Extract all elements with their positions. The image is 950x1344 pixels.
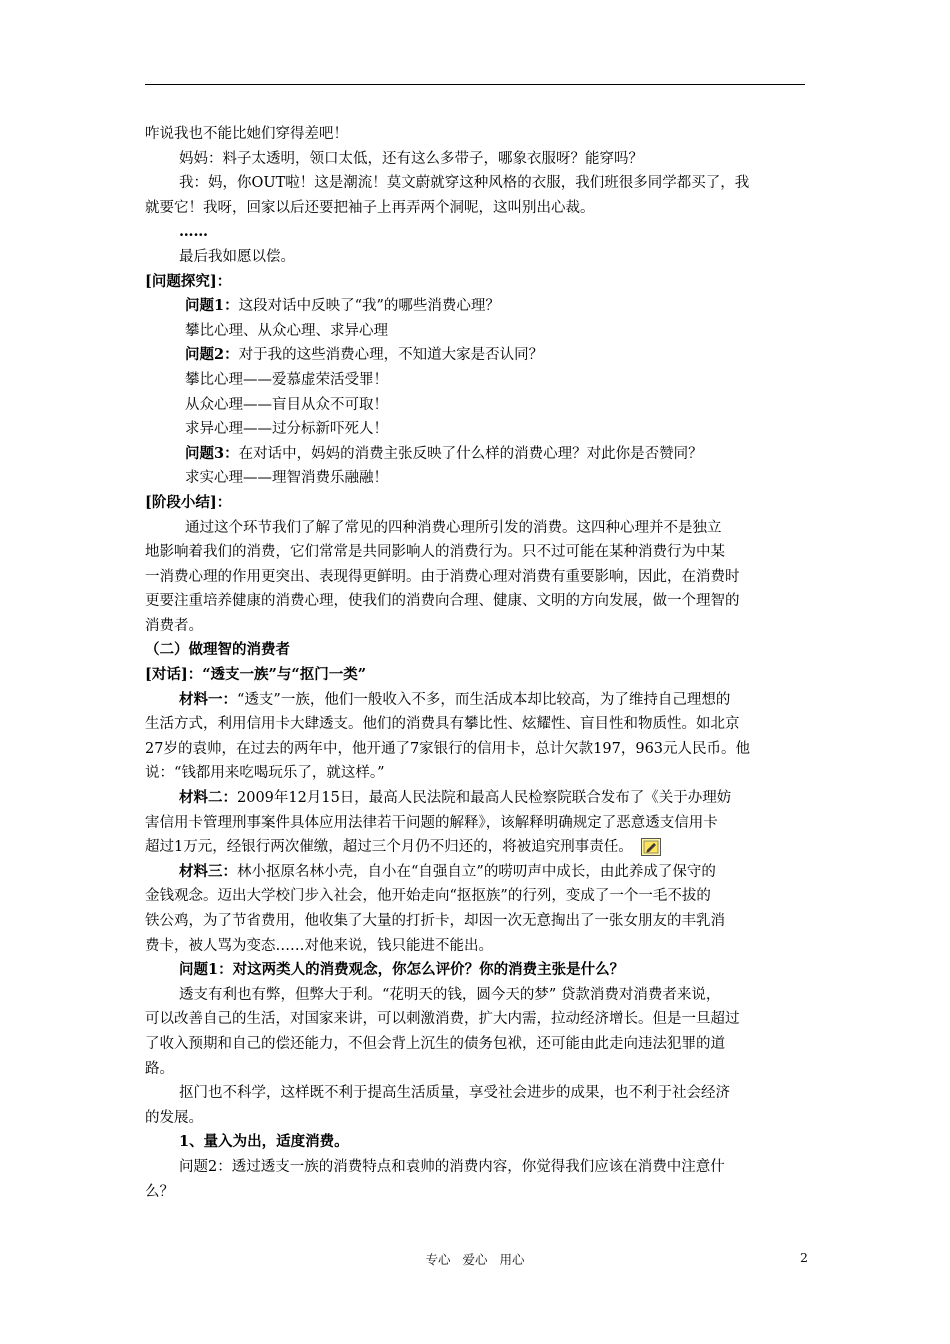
question-bold: 问题1：对这两类人的消费观念，你怎么评价？你的消费主张是什么？ <box>179 961 625 979</box>
header-rule <box>145 84 805 85</box>
question-text: 对于我的这些消费心理，不知道大家是否认同？ <box>238 347 544 364</box>
point-heading: 1、量入为出，适度消费。 <box>179 1133 349 1151</box>
summary-line: 一消费心理的作用更突出、表现得更鲜明。由于消费心理对消费有重要影响，因此，在消费时 <box>145 568 740 585</box>
text-line: 最后我如愿以偿。 <box>179 248 295 265</box>
summary-heading: [阶段小结]： <box>145 493 232 511</box>
text-line: 可以改善自己的生活，对国家来讲，可以刺激消费，扩大内需，拉动经济增长。但是一旦超过 <box>145 1011 740 1028</box>
material-1 <box>145 688 805 713</box>
question-label: 问题3： <box>185 444 239 462</box>
answer-line: 从众心理——盲目从众不可取！ <box>185 396 388 413</box>
text-line: 就要它！我呀，回家以后还要把袖子上再弄两个洞呢，这叫别出心裁。 <box>145 199 595 216</box>
text-line: 说：“钱都用来吃喝玩乐了，就这样。” <box>145 765 385 782</box>
material-text: “透支”一族，他们一般收入不多，而生活成本却比较高，为了维持自己理想的 <box>237 691 731 708</box>
text-line: 铁公鸡，为了节省费用，他收集了大量的打折卡，却因一次无意掏出了一张女朋友的丰乳消 <box>145 913 725 929</box>
question-text: 在对话中，妈妈的消费主张反映了什么样的消费心理？对此你是否赞同？ <box>238 445 703 462</box>
text-line: 的发展。 <box>145 1109 203 1126</box>
answer-line: 攀比心理——爱慕虚荣活受罪！ <box>185 371 388 388</box>
question-3 <box>145 442 805 467</box>
material-text: 林小抠原名林小壳，自小在“自强自立”的唠叨声中成长，由此养成了保守的 <box>237 863 716 880</box>
text-line: 抠门也不科学，这样既不利于提高生活质量，享受社会进步的成果，也不利于社会经济 <box>179 1085 730 1102</box>
text-line-with-note <box>145 835 805 860</box>
summary-line: 地影响着我们的消费，它们常常是共同影响人的消费行为。只不过可能在某种消费行为中某 <box>145 544 725 561</box>
text-line: 了收入预期和自己的偿还能力，不但会背上沉生的债务包袱，还可能由此走向违法犯罪的道 <box>145 1035 725 1052</box>
inquiry-heading: [问题探究]： <box>145 272 232 290</box>
text-line: 透支有利也有弊，但弊大于利。“花明天的钱，圆今天的梦” 贷款消费对消费者来说， <box>179 986 721 1003</box>
ellipsis-line: …… <box>179 223 208 241</box>
document-body <box>145 122 805 1204</box>
question-label: 问题2： <box>185 346 239 364</box>
question-2 <box>145 343 805 368</box>
text-line: 么？ <box>145 1183 174 1200</box>
page-number: 2 <box>800 1250 808 1265</box>
material-2 <box>145 786 805 811</box>
material-label: 材料二： <box>179 789 237 807</box>
text-line: 生活方式，利用信用卡大肆透支。他们的消费具有攀比性、炫耀性、盲目性和物质性。如北京 <box>145 716 740 733</box>
text-line: 费卡，被人骂为变态……对他来说，钱只能进不能出。 <box>145 937 493 954</box>
text-line: 金钱观念。迈出大学校门步入社会，他开始走向“抠抠族”的行列，变成了一个一毛不拔的 <box>145 888 711 905</box>
material-3 <box>145 860 805 885</box>
answer-line: 攀比心理、从众心理、求异心理 <box>185 322 388 339</box>
text-line: 27岁的袁帅，在过去的两年中，他开通了7家银行的信用卡，总计欠款197，963元人民币。他 <box>145 740 751 757</box>
text-line: 妈妈：料子太透明，领口太低，还有这么多带子，哪象衣服呀？能穿吗？ <box>179 150 643 167</box>
summary-line: 更要注重培养健康的消费心理，使我们的消费向合理、健康、文明的方向发展，做一个理智的 <box>145 593 740 610</box>
text-line: 路。 <box>145 1060 174 1077</box>
question-1 <box>145 294 805 319</box>
text-line: 我：妈，你OUT啦！这是潮流！莫文蔚就穿这种风格的衣服，我们班很多同学都买了，我 <box>179 175 750 192</box>
text: 超过1万元，经银行两次催缴，超过三个月仍不归还的，将被追究刑事责任。 <box>145 839 633 856</box>
summary-line: 消费者。 <box>145 617 203 634</box>
text-line: 害信用卡管理刑事案件具体应用法律若干问题的解释》，该解释明确规定了恶意透支信用卡 <box>145 814 718 831</box>
dialog-heading: [对话]：“透支一族”与“抠门一类” <box>145 666 367 684</box>
answer-line: 求实心理——理智消费乐融融！ <box>185 470 388 487</box>
answer-line: 求异心理——过分标新吓死人！ <box>185 421 388 438</box>
text-line: 咋说我也不能比她们穿得差吧！ <box>145 126 348 142</box>
material-label: 材料三： <box>179 862 237 880</box>
material-label: 材料一： <box>179 690 237 708</box>
summary-line: 通过这个环节我们了解了常见的四种消费心理所引发的消费。这四种心理并不是独立 <box>185 519 722 536</box>
note-icon[interactable] <box>641 838 661 856</box>
material-text: 2009年12月15日，最高人民法院和最高人民检察院联合发布了《关于办理妨 <box>237 790 732 807</box>
footer-motto: 专心 爱心 用心 <box>425 1252 525 1267</box>
section-heading: （二）做理智的消费者 <box>145 641 290 659</box>
text-line: 问题2：透过透支一族的消费特点和袁帅的消费内容，你觉得我们应该在消费中注意什 <box>179 1158 725 1175</box>
question-text: 这段对话中反映了“我”的哪些消费心理？ <box>238 298 500 315</box>
question-label: 问题1： <box>185 297 239 315</box>
